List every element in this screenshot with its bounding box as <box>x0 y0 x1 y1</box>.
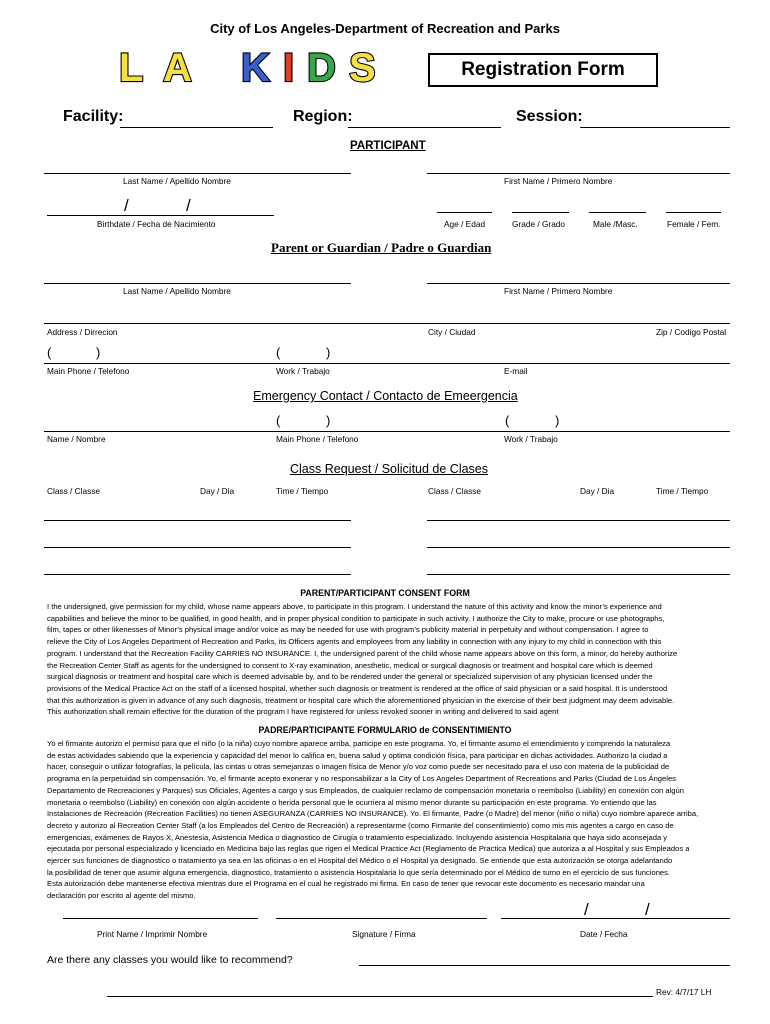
email-label: E-mail <box>504 366 528 376</box>
emergency-name-label: Name / Nombre <box>47 434 106 444</box>
logo-letter-k: K <box>241 46 270 89</box>
registration-form-title: Registration Form <box>428 53 658 87</box>
birthdate-slash-1: / <box>124 196 129 215</box>
grade-line[interactable] <box>512 212 569 213</box>
work-phone-label: Work / Trabajo <box>276 366 330 376</box>
time-label-left: Time / Tiempo <box>276 486 329 496</box>
emergency-work-label: Work / Trabajo <box>504 434 558 444</box>
participant-first-name-line[interactable] <box>427 173 730 174</box>
address-label: Address / Dirrecion <box>47 327 118 337</box>
consent-es-line: Departamento de Recreaciones y Parques) sus Oficiales, Agentes a cargo y sus Empleados, de cualquier reclamo de compensación monetaria o reembolso (Liability) en conexión con algún <box>47 785 684 795</box>
consent-en-heading: PARENT/PARTICIPANT CONSENT FORM <box>300 588 470 598</box>
guardian-heading: Parent or Guardian / Padre o Guardian <box>271 240 492 255</box>
print-name-label: Print Name / Imprimir Nombre <box>97 929 208 939</box>
region-line[interactable] <box>348 127 501 128</box>
facility-line[interactable] <box>120 127 273 128</box>
region-label: Region: <box>293 108 353 125</box>
date-slash-2: / <box>645 900 650 919</box>
participant-first-name-label: First Name / Primero Nombre <box>504 176 613 186</box>
logo-letter-i: I <box>283 46 295 89</box>
female-label: Female / Fem. <box>667 219 721 229</box>
female-line[interactable] <box>666 212 721 213</box>
class-line-left-1[interactable] <box>44 520 351 521</box>
consent-en-line: the Recreation Center Staff as agents for the undersigned to consent to X-ray examination, anesthetic, medical or surgical diagnosis or treatment and hospital care which is deemed <box>47 660 653 670</box>
zip-label: Zip / Codigo Postal <box>656 327 727 337</box>
consent-es-line: la posibilidad de tener que asumir alguna emergencia, diagnostico, tratamiento o asistencia Hospitalaria lo que sería determinado por el Médico de turno en el ejercicio de sus funciones. <box>47 867 671 877</box>
consent-en-line: provisions of the Medical Practice Act on the staff of a licensed hospital, whether such diagnosis or treatment is rendered at the office of said physician or a said hospital. It is understood <box>47 683 668 693</box>
birthdate-line[interactable] <box>47 215 274 216</box>
class-line-left-2[interactable] <box>44 547 351 548</box>
age-line[interactable] <box>437 212 492 213</box>
emergency-phone-paren-close: ) <box>326 413 331 428</box>
consent-en-line: film, tapes or other likenesses of Minor’s physical image and/or voice as may be needed for use with program’s publicity material in perpetuity and without compensation. I agree to <box>47 625 649 635</box>
class-line-right-2[interactable] <box>427 547 730 548</box>
consent-es-line: declaración por escrito al agente del mismo. <box>47 891 196 901</box>
print-name-line[interactable] <box>63 918 258 919</box>
day-label-left: Day / Dia <box>200 486 235 496</box>
age-label: Age / Edad <box>444 219 486 229</box>
class-line-right-1[interactable] <box>427 520 730 521</box>
male-label: Male /Masc. <box>593 219 638 229</box>
guardian-last-name-label: Last Name / Apellido Nombre <box>123 286 231 296</box>
consent-en-line: capabilities and believe the minor to be qualified, in good health, and in proper physical condition to participate in such activity. I authorize the City to make, procure or use photographs, <box>47 613 665 623</box>
day-label-right: Day / Dia <box>580 486 615 496</box>
guardian-first-name-line[interactable] <box>427 283 730 284</box>
consent-es-body <box>47 738 733 902</box>
male-line[interactable] <box>589 212 646 213</box>
consent-en-line: surgical diagnosis or treatment and hospital care which is deemed advisable by, and to be rendered under the general or specialized supervision of any physician licensed under the <box>47 672 653 682</box>
session-label: Session: <box>516 108 583 125</box>
consent-es-line: monetaria o reembolso (Liability) en conexión con algún accidente o herida personal que le ocurriera al mismo menor durante su participación en este programa. Yo entiendo que las <box>47 797 657 807</box>
facility-label: Facility: <box>63 108 124 125</box>
work-phone-paren-close: ) <box>326 345 331 360</box>
main-phone-label: Main Phone / Telefono <box>47 366 130 376</box>
guardian-first-name-label: First Name / Primero Nombre <box>504 286 613 296</box>
emergency-main-phone-label: Main Phone / Telefono <box>276 434 359 444</box>
participant-last-name-label: Last Name / Apellido Nombre <box>123 176 231 186</box>
participant-heading: PARTICIPANT <box>350 140 426 152</box>
org-title: City of Los Angeles-Department of Recreation and Parks <box>210 21 560 36</box>
time-label-right: Time / Tiempo <box>656 486 709 496</box>
consent-es-line: hacer, conseguir o utilizar fotografías, la película, las cintas u otras semejanzas o imagen física de Menor y/o voz como puede ser necesitado para el uso con materia de la publicidad de <box>47 762 670 772</box>
class-line-right-3[interactable] <box>427 574 730 575</box>
consent-es-line: programa en la perpetuidad sin compensación. Yo, el firmante acepto exonerar y no responsabilizar a la City of Los Angeles Department of Recreations and Parks (Ciudad de Los Ángeles <box>47 774 676 784</box>
recommend-question: Are there any classes you would like to recommend? <box>47 954 293 966</box>
recommend-line-2[interactable] <box>107 996 653 997</box>
logo-letter-a: A <box>163 46 192 89</box>
consent-es-line: ejecutada por personal especializado y licenciado en Medicina bajo las reglas que rigen el Medical Practice Act (Reglamento de Practica Medica) que autoriza a al Hospital y sus Empleados a <box>47 844 690 854</box>
emergency-work-paren-open: ( <box>505 413 510 428</box>
consent-en-line: This authorization shall remain effective for the duration of the program I have registered for unless revoked sooner in writing and delivered to said agent <box>47 707 559 717</box>
emergency-heading: Emergency Contact / Contacto de Emeergencia <box>253 389 518 403</box>
signature-label: Signature / Firma <box>352 929 416 939</box>
emergency-line[interactable] <box>44 431 730 432</box>
consent-es-line: emergencias, exámenes de Rayos X, Anestesia, Asistencia Medica o diagnostico de Cirugía o tratamiento especializado. Incluyendo asistencia Hospitalaria que haya sido aconsejada y <box>47 832 668 842</box>
class-label-left: Class / Classe <box>47 486 101 496</box>
birthdate-slash-2: / <box>186 196 191 215</box>
date-slash-1: / <box>584 900 589 919</box>
consent-es-heading: PADRE/PARTICIPANTE FORMULARIO de CONSENTIMIENTO <box>258 725 512 735</box>
date-line[interactable] <box>501 918 730 919</box>
main-phone-paren-close: ) <box>96 345 101 360</box>
consent-en-line: program. I understand that the Recreation Facility CARRIES NO INSURANCE. I, the undersigned parent of the child whose name appears above on this form, a minor, do hereby authorize <box>47 648 678 658</box>
session-line[interactable] <box>580 127 730 128</box>
emergency-work-paren-close: ) <box>555 413 560 428</box>
class-request-heading: Class Request / Solicitud de Clases <box>290 462 489 476</box>
consent-en-line: that this authorization is given in advance of any such diagnosis, treatment or hospital care which the aforementioned physician in the exercise of their best judgment may deem advisable. <box>47 695 675 705</box>
logo-letter-s: S <box>349 46 376 89</box>
logo-letter-l: L <box>119 46 144 89</box>
main-phone-paren-open: ( <box>47 345 52 360</box>
class-line-left-3[interactable] <box>44 574 351 575</box>
work-phone-paren-open: ( <box>276 345 281 360</box>
consent-es-line: ejercer sus funciones de diagnostico o tratamiento ya sea en las oficinas o en el Hospital del Médico o el Hospital ya designado. Se entiende que esta autorización se otorga adelantando <box>47 856 673 866</box>
consent-es-line: de estas actividades sabiendo que la experiencia y capacidad del menor lo califica en, buena salud y optima condición física, para participar en dichas actividades. Authorizo la ciudad a <box>47 750 668 760</box>
consent-es-line: Yo el firmante autorizo el permiso para que el niño (o la niña) cuyo nombre aparece arriba, participe en este programa. Yo, el firmante asumo el entendimiento y comprendo la naturaleza <box>47 739 671 748</box>
city-label: City / Ciudad <box>428 327 476 337</box>
date-label: Date / Fecha <box>580 929 628 939</box>
revision-label: Rev: 4/7/17 LH <box>656 987 712 997</box>
consent-es-line: Esta autorización debe mantenerse efectiva mientras dure el Programa en el cual he registrado mi firma. En caso de tener que revocar este documento es necesario mandar una <box>47 879 645 889</box>
consent-en-line: relieve the City of Los Angeles Department of Recreation and Parks, its Officers agents and employees from any liability in connection with any injury to my child in connection with this <box>47 637 662 647</box>
la-kids-logo <box>117 43 417 89</box>
class-label-right: Class / Classe <box>428 486 482 496</box>
recommend-line-1[interactable] <box>359 965 730 966</box>
signature-line[interactable] <box>276 918 487 919</box>
phone-email-line[interactable] <box>44 363 730 364</box>
participant-last-name-line[interactable] <box>44 173 351 174</box>
guardian-last-name-line[interactable] <box>44 283 351 284</box>
consent-es-line: Instalaciones de Recreación (Recreation Facilities) no tienen ASEGURANZA (CARRIES NO INSURANCE). Yo. El firmante, Padre (o Madre) del menor (niño o niña) cuyo nombre aparece arriba, <box>47 809 699 819</box>
consent-es-line: decreto y autorizo al Recreation Center Staff (a los Empleados del Centro de Recreación) a representarme (como Firmante del consentimiento) como mis mis agentes a cargo en caso de <box>47 820 674 830</box>
emergency-phone-paren-open: ( <box>276 413 281 428</box>
birthdate-label: Birthdate / Fecha de Nacimiento <box>97 219 216 229</box>
consent-en-body <box>47 601 733 718</box>
consent-en-line: I the undersigned, give permission for my child, whose name appears above, to participate in this program. I understand the nature of this activity and know the minor’s experience and <box>47 602 662 611</box>
grade-label: Grade / Grado <box>512 219 566 229</box>
address-line[interactable] <box>44 323 730 324</box>
logo-letter-d: D <box>307 46 336 89</box>
